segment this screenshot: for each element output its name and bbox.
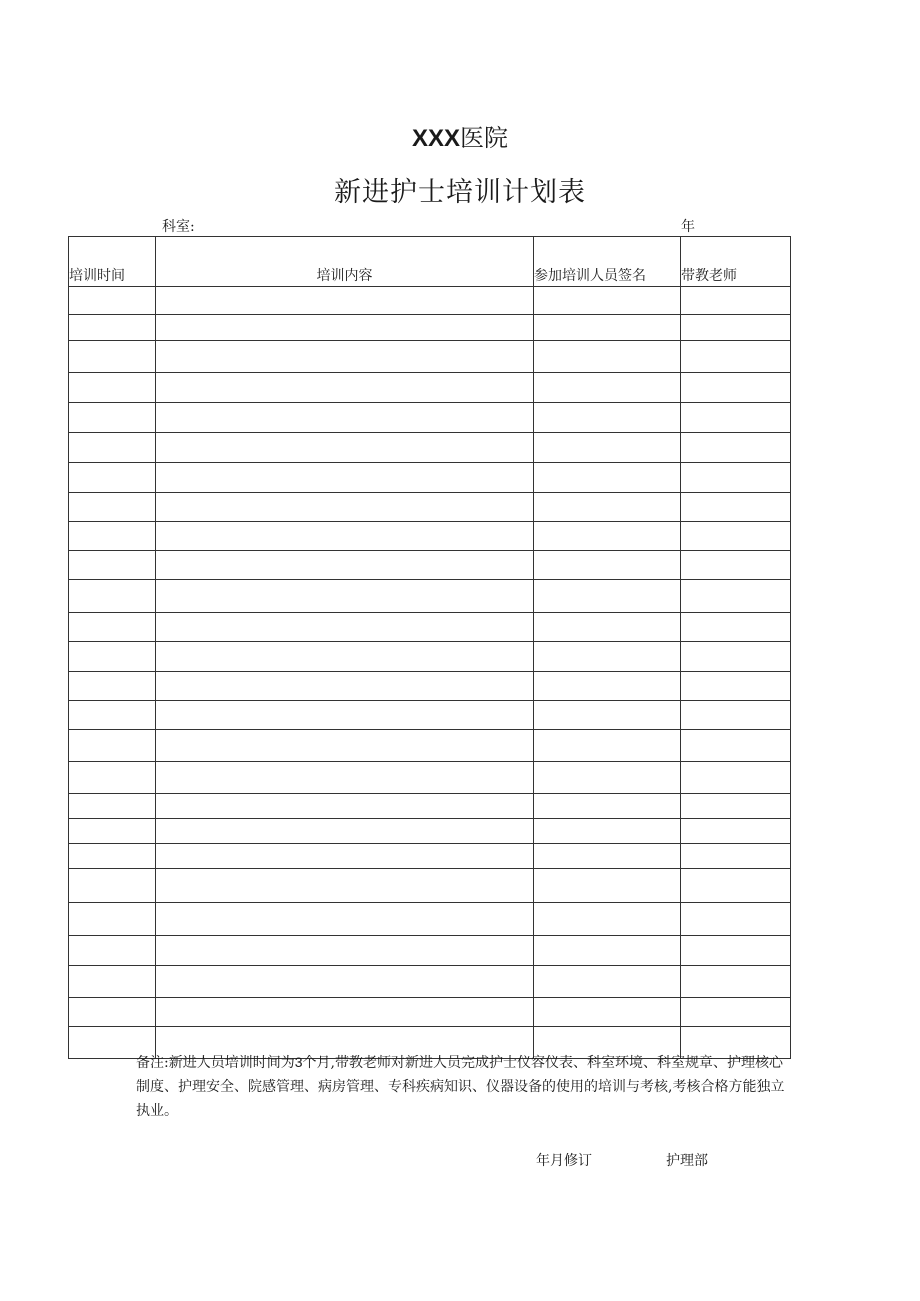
cell-training-content[interactable] <box>156 701 534 730</box>
cell-participant-signature[interactable] <box>534 580 681 613</box>
cell-instructor[interactable] <box>681 936 791 966</box>
cell-participant-signature[interactable] <box>534 672 681 701</box>
cell-participant-signature[interactable] <box>534 966 681 998</box>
cell-instructor[interactable] <box>681 672 791 701</box>
cell-instructor[interactable] <box>681 903 791 936</box>
cell-training-content[interactable] <box>156 642 534 672</box>
cell-training-content[interactable] <box>156 287 534 315</box>
cell-training-content[interactable] <box>156 869 534 903</box>
cell-training-content[interactable] <box>156 794 534 819</box>
cell-participant-signature[interactable] <box>534 551 681 580</box>
cell-training-time[interactable] <box>69 373 156 403</box>
cell-training-content[interactable] <box>156 493 534 522</box>
cell-instructor[interactable] <box>681 373 791 403</box>
table-row <box>69 373 791 403</box>
hospital-name-suffix: 医院 <box>460 124 509 152</box>
cell-instructor[interactable] <box>681 794 791 819</box>
cell-instructor[interactable] <box>681 869 791 903</box>
cell-training-time[interactable] <box>69 551 156 580</box>
cell-participant-signature[interactable] <box>534 762 681 794</box>
remarks-prefix: 备注:新进人员培训时间为 <box>136 1055 295 1071</box>
cell-instructor[interactable] <box>681 701 791 730</box>
table-row <box>69 522 791 551</box>
table-row <box>69 936 791 966</box>
cell-training-content[interactable] <box>156 341 534 373</box>
cell-instructor[interactable] <box>681 433 791 463</box>
cell-training-time[interactable] <box>69 341 156 373</box>
table-row <box>69 844 791 869</box>
cell-training-time[interactable] <box>69 966 156 998</box>
table-row <box>69 966 791 998</box>
cell-training-time[interactable] <box>69 463 156 493</box>
cell-training-content[interactable] <box>156 936 534 966</box>
cell-participant-signature[interactable] <box>534 287 681 315</box>
cell-participant-signature[interactable] <box>534 642 681 672</box>
hospital-name-prefix: XXX <box>411 125 461 152</box>
cell-participant-signature[interactable] <box>534 433 681 463</box>
table-row <box>69 287 791 315</box>
cell-training-content[interactable] <box>156 522 534 551</box>
cell-participant-signature[interactable] <box>534 936 681 966</box>
cell-training-time[interactable] <box>69 936 156 966</box>
table-row <box>69 998 791 1027</box>
cell-participant-signature[interactable] <box>534 341 681 373</box>
table-header-row <box>69 237 791 287</box>
cell-training-content[interactable] <box>156 551 534 580</box>
issuing-department: 护理部 <box>666 1153 708 1169</box>
cell-training-content[interactable] <box>156 730 534 762</box>
column-header-training-content: 培训内容 <box>156 237 534 287</box>
table-row <box>69 580 791 613</box>
revision-date-label: 年月修订 <box>536 1153 592 1169</box>
table-body <box>69 287 791 1059</box>
cell-training-time[interactable] <box>69 433 156 463</box>
cell-participant-signature[interactable] <box>534 998 681 1027</box>
cell-participant-signature[interactable] <box>534 315 681 341</box>
year-label: 年 <box>681 219 695 235</box>
cell-training-content[interactable] <box>156 966 534 998</box>
table-row <box>69 433 791 463</box>
table-row <box>69 551 791 580</box>
cell-instructor[interactable] <box>681 844 791 869</box>
training-plan-table <box>68 236 791 1059</box>
cell-instructor[interactable] <box>681 613 791 642</box>
cell-training-time[interactable] <box>69 844 156 869</box>
table-row <box>69 642 791 672</box>
cell-participant-signature[interactable] <box>534 403 681 433</box>
cell-instructor[interactable] <box>681 966 791 998</box>
cell-training-time[interactable] <box>69 315 156 341</box>
cell-training-time[interactable] <box>69 493 156 522</box>
cell-instructor[interactable] <box>681 998 791 1027</box>
table-row <box>69 730 791 762</box>
cell-training-content[interactable] <box>156 762 534 794</box>
cell-participant-signature[interactable] <box>534 819 681 844</box>
cell-instructor[interactable] <box>681 580 791 613</box>
cell-training-time[interactable] <box>69 403 156 433</box>
cell-training-time[interactable] <box>69 869 156 903</box>
cell-training-time[interactable] <box>69 580 156 613</box>
cell-instructor[interactable] <box>681 493 791 522</box>
cell-participant-signature[interactable] <box>534 373 681 403</box>
cell-instructor[interactable] <box>681 762 791 794</box>
cell-participant-signature[interactable] <box>534 844 681 869</box>
cell-instructor[interactable] <box>681 315 791 341</box>
table-row <box>69 315 791 341</box>
remarks-text: 个月,带教老师对新进人员完成护士仪容仪表、科室环境、科室规章、护理核心制度、护理安全、院感管理、病房管理、专科疾病知识、仪器设备的使用的培训与考核,考核合格方能独立执业。 <box>136 1055 785 1119</box>
column-header-participant-signature: 参加培训人员签名 <box>534 237 681 287</box>
table-row <box>69 762 791 794</box>
department-label: 科室: <box>162 219 195 235</box>
cell-instructor[interactable] <box>681 551 791 580</box>
cell-instructor[interactable] <box>681 463 791 493</box>
cell-instructor[interactable] <box>681 642 791 672</box>
cell-training-time[interactable] <box>69 287 156 315</box>
table-row <box>69 463 791 493</box>
cell-training-content[interactable] <box>156 903 534 936</box>
cell-instructor[interactable] <box>681 403 791 433</box>
cell-training-content[interactable] <box>156 433 534 463</box>
table-row <box>69 819 791 844</box>
cell-participant-signature[interactable] <box>534 613 681 642</box>
cell-training-content[interactable] <box>156 580 534 613</box>
hospital-name <box>0 118 920 153</box>
cell-participant-signature[interactable] <box>534 701 681 730</box>
cell-participant-signature[interactable] <box>534 522 681 551</box>
cell-training-time[interactable] <box>69 762 156 794</box>
remarks-months: 3 <box>294 1054 303 1070</box>
cell-training-time[interactable] <box>69 998 156 1027</box>
cell-training-time[interactable] <box>69 903 156 936</box>
table-row <box>69 341 791 373</box>
cell-training-time[interactable] <box>69 672 156 701</box>
table-row <box>69 613 791 642</box>
cell-participant-signature[interactable] <box>534 493 681 522</box>
cell-instructor[interactable] <box>681 819 791 844</box>
cell-instructor[interactable] <box>681 522 791 551</box>
table-row <box>69 794 791 819</box>
table-row <box>69 903 791 936</box>
cell-training-content[interactable] <box>156 315 534 341</box>
cell-training-time[interactable] <box>69 642 156 672</box>
table-row <box>69 493 791 522</box>
cell-instructor[interactable] <box>681 341 791 373</box>
column-header-instructor: 带教老师 <box>681 237 791 287</box>
cell-participant-signature[interactable] <box>534 903 681 936</box>
cell-training-content[interactable] <box>156 819 534 844</box>
cell-training-time[interactable] <box>69 613 156 642</box>
cell-training-time[interactable] <box>69 701 156 730</box>
cell-participant-signature[interactable] <box>534 794 681 819</box>
cell-training-content[interactable] <box>156 844 534 869</box>
form-title: 新进护士培训计划表 <box>334 177 586 208</box>
column-header-training-time: 培训时间 <box>69 237 156 287</box>
cell-participant-signature[interactable] <box>534 463 681 493</box>
cell-participant-signature[interactable] <box>534 730 681 762</box>
table-row <box>69 701 791 730</box>
cell-instructor[interactable] <box>681 287 791 315</box>
cell-training-time[interactable] <box>69 819 156 844</box>
cell-training-content[interactable] <box>156 672 534 701</box>
table-row <box>69 869 791 903</box>
cell-training-content[interactable] <box>156 998 534 1027</box>
cell-training-time[interactable] <box>69 522 156 551</box>
cell-training-content[interactable] <box>156 373 534 403</box>
cell-training-time[interactable] <box>69 794 156 819</box>
cell-training-content[interactable] <box>156 403 534 433</box>
cell-training-content[interactable] <box>156 463 534 493</box>
remarks-note <box>136 1050 792 1123</box>
cell-instructor[interactable] <box>681 730 791 762</box>
cell-training-time[interactable] <box>69 730 156 762</box>
table-row <box>69 672 791 701</box>
cell-training-content[interactable] <box>156 613 534 642</box>
table-row <box>69 403 791 433</box>
cell-participant-signature[interactable] <box>534 869 681 903</box>
